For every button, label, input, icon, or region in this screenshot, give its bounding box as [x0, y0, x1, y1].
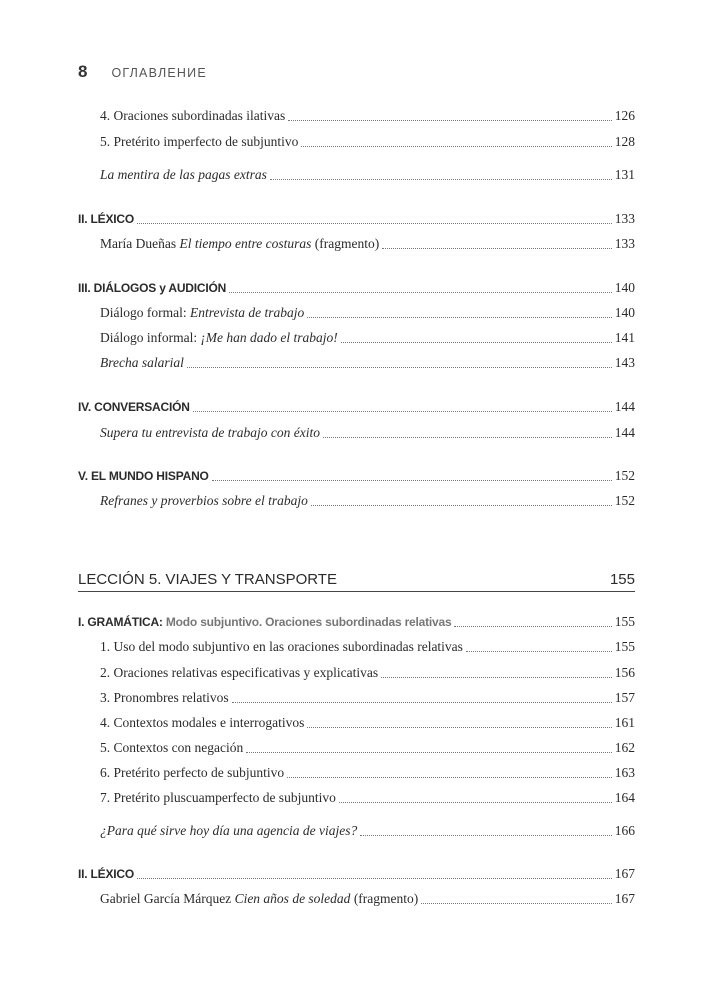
dot-leader	[301, 146, 611, 147]
page-ref: 161	[614, 715, 635, 730]
dot-leader	[341, 342, 612, 343]
page-ref: 126	[614, 108, 635, 123]
page-ref: 162	[614, 740, 635, 755]
page-ref: 164	[614, 790, 635, 805]
toc-entry-fragment[interactable]: María Dueñas El tiempo entre costuras (fragmento) 133	[100, 236, 635, 251]
lesson-page: 155	[609, 571, 635, 588]
dot-leader	[193, 411, 612, 412]
dot-leader	[307, 317, 612, 318]
toc-section-mundo-hispano[interactable]: V. EL MUNDO HISPANO 152	[78, 468, 635, 483]
dot-leader	[381, 677, 612, 678]
dot-leader	[311, 505, 612, 506]
dot-leader	[270, 179, 612, 180]
page-ref: 152	[614, 468, 635, 483]
page-ref: 155	[614, 614, 635, 629]
page-ref: 141	[614, 330, 635, 345]
dot-leader	[187, 367, 612, 368]
toc-entry[interactable]: 5. Contextos con negación 162	[100, 740, 635, 755]
toc-entry[interactable]: 2. Oraciones relativas especificativas y explicativas 156	[100, 665, 635, 680]
running-head: ОГЛАВЛЕНИЕ	[111, 66, 207, 80]
toc-entry[interactable]: 4. Contextos modales e interrogativos 161	[100, 715, 635, 730]
dot-leader	[421, 903, 611, 904]
dot-leader	[339, 802, 612, 803]
page-ref: 128	[614, 134, 635, 149]
dot-leader	[307, 727, 611, 728]
page-header	[78, 62, 207, 84]
toc-entry[interactable]: 6. Pretérito perfecto de subjuntivo 163	[100, 765, 635, 780]
toc-entry[interactable]: Refranes y proverbios sobre el trabajo 152	[100, 493, 635, 508]
dot-leader	[229, 292, 612, 293]
toc-entry-dialogo[interactable]: Diálogo informal: ¡Me han dado el trabajo! 141	[100, 330, 635, 345]
dot-leader	[137, 223, 612, 224]
page-ref: 152	[614, 493, 635, 508]
toc-entry[interactable]: 4. Oraciones subordinadas ilativas 126	[100, 108, 635, 123]
page-number: 8	[78, 62, 88, 81]
page-ref: 157	[614, 690, 635, 705]
page-ref: 167	[614, 866, 635, 881]
toc-entry-dialogo[interactable]: Diálogo formal: Entrevista de trabajo 140	[100, 305, 635, 320]
page-ref: 140	[614, 280, 635, 295]
dot-leader	[360, 835, 612, 836]
toc-section-dialogos[interactable]: III. DIÁLOGOS y AUDICIÓN 140	[78, 280, 635, 295]
toc-section-lexico[interactable]: II. LÉXICO 167	[78, 866, 635, 881]
toc-section-gramatica[interactable]: I. GRAMÁTICA: Modo subjuntivo. Oraciones subordinadas relativas 155	[78, 614, 635, 629]
dot-leader	[323, 437, 612, 438]
dot-leader	[287, 777, 612, 778]
lesson-heading[interactable]	[78, 566, 635, 592]
toc-entry-reading[interactable]: La mentira de las pagas extras 131	[100, 167, 635, 182]
dot-leader	[137, 878, 612, 879]
page-ref: 166	[614, 823, 635, 838]
toc-entry-reading[interactable]: ¿Para qué sirve hoy día una agencia de viajes? 166	[100, 823, 635, 838]
toc-entry[interactable]: Supera tu entrevista de trabajo con éxito 144	[100, 425, 635, 440]
page-ref: 131	[614, 167, 635, 182]
page-ref: 155	[614, 639, 635, 654]
page-ref: 156	[614, 665, 635, 680]
dot-leader	[382, 248, 612, 249]
dot-leader	[232, 702, 612, 703]
page-ref: 163	[614, 765, 635, 780]
dot-leader	[454, 626, 611, 627]
toc-entry[interactable]: 7. Pretérito pluscuamperfecto de subjuntivo 164	[100, 790, 635, 805]
page-ref: 144	[614, 399, 635, 414]
page-ref: 140	[614, 305, 635, 320]
toc-entry[interactable]: 5. Pretérito imperfecto de subjuntivo 128	[100, 134, 635, 149]
page-ref: 144	[614, 425, 635, 440]
page-ref: 167	[614, 891, 635, 906]
lesson-title: LECCIÓN 5. VIAJES Y TRANSPORTE	[78, 571, 337, 588]
toc-section-lexico[interactable]: II. LÉXICO 133	[78, 211, 635, 226]
toc-entry-audicion[interactable]: Brecha salarial 143	[100, 355, 635, 370]
toc-section-conversacion[interactable]: IV. CONVERSACIÓN 144	[78, 399, 635, 414]
dot-leader	[466, 651, 612, 652]
page-ref: 143	[614, 355, 635, 370]
dot-leader	[288, 120, 612, 121]
toc-entry-fragment[interactable]: Gabriel García Márquez Cien años de soledad (fragmento) 167	[100, 891, 635, 906]
page-ref: 133	[614, 236, 635, 251]
toc-entry[interactable]: 3. Pronombres relativos 157	[100, 690, 635, 705]
toc-entry[interactable]: 1. Uso del modo subjuntivo en las oraciones subordinadas relativas 155	[100, 639, 635, 654]
dot-leader	[246, 752, 612, 753]
dot-leader	[212, 480, 612, 481]
page-ref: 133	[614, 211, 635, 226]
